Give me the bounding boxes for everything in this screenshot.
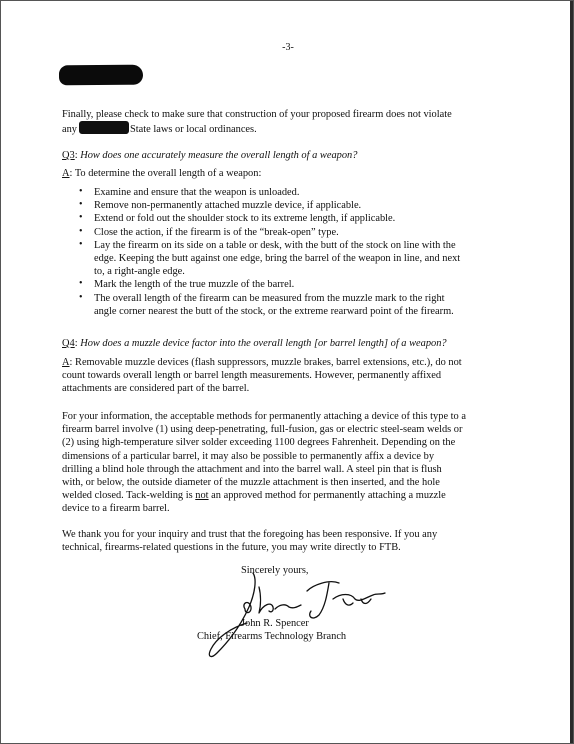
q3-step xyxy=(79,186,460,199)
info-line-7-prefix: welded closed. Tack-welding is xyxy=(62,490,193,502)
q3-step-line: • Remove non-permanently attached muzzle device, if applicable. xyxy=(94,200,362,212)
intro-paragraph xyxy=(62,108,452,136)
intro-line-1: Finally, please check to make sure that construction of your proposed firearm does not violate xyxy=(62,109,452,120)
q3-question-text: How does one accurately measure the overall length of a weapon? xyxy=(80,150,358,161)
q3-step xyxy=(79,226,460,239)
q3-step-line: • Examine and ensure that the weapon is unloaded. xyxy=(94,187,300,198)
signer-title: Chief, Firearms Technology Branch xyxy=(197,631,347,642)
q4-answer-label: A xyxy=(62,357,70,368)
info-line-8: device to a firearm barrel. xyxy=(62,503,170,515)
q3-answer-intro: A: To determine the overall length of a weapon: xyxy=(62,168,262,179)
q3-step xyxy=(79,292,460,318)
page-edge-shadow xyxy=(570,1,573,744)
q3-step-line: • Extend or fold out the shoulder stock to its extreme length, if applicable. xyxy=(94,213,396,225)
redaction-mark-state xyxy=(79,121,129,134)
q3-step xyxy=(79,278,460,291)
q3-step-line: • The overall length of the firearm can be measured from the muzzle mark to the right xyxy=(94,292,445,304)
info-line-7 xyxy=(62,489,466,502)
info-line-4: dimensions of a particular barrel, it may also be possible to permanently affix a device by xyxy=(62,450,435,462)
q3-label: Q3 xyxy=(62,150,75,161)
info-line-5: drilling a blind hole through the attachment and into the barrel wall. A steel pin that is flush xyxy=(62,463,442,475)
q3-step xyxy=(79,239,460,279)
info-line-1: For your information, the acceptable methods for permanently attaching a device of this type to a xyxy=(62,411,466,422)
q4-label: Q4 xyxy=(62,338,75,349)
q3-step-line: edge. Keeping the butt against one edge, bring the barrel of the weapon in line, and next xyxy=(94,253,461,265)
thanks-line-2: technical, firearms-related questions in the future, you may write directly to FTB. xyxy=(62,542,401,554)
handwritten-signature xyxy=(201,569,401,664)
q3-steps-list xyxy=(79,186,460,318)
q3-step xyxy=(79,199,460,212)
q3-step-line: to, a right-angle edge. xyxy=(94,266,185,278)
q3-question: Q3: How does one accurately measure the overall length of a weapon? xyxy=(62,150,358,161)
intro-line-2-suffix: State laws or local ordinances. xyxy=(130,124,257,136)
q4-answer-line-1: A: Removable muzzle devices (flash suppressors, muzzle brakes, barrel extensions, etc.), do not xyxy=(62,357,462,368)
intro-line-2-prefix: any xyxy=(62,124,78,136)
q3-step-line: angle corner nearest the butt of the stock, or the extreme rearward point of the firearm. xyxy=(94,305,454,317)
closing-salutation: Sincerely yours, xyxy=(241,565,309,576)
info-line-7-emphasis: not xyxy=(195,490,209,502)
signer-name: John R. Spencer xyxy=(241,618,309,629)
q3-step xyxy=(79,212,460,225)
q3-step-line: • Close the action, if the firearm is of the “break-open” type. xyxy=(94,226,339,238)
q4-question: Q4: How does a muzzle device factor into the overall length [or barrel length] of a weapon? xyxy=(62,338,447,349)
q4-answer xyxy=(62,356,462,396)
thanks-line-1: We thank you for your inquiry and trust that the foregoing has been responsive. If you any xyxy=(62,529,438,540)
q3-step-line: • Mark the length of the true muzzle of the barrel. xyxy=(94,279,295,291)
info-paragraph xyxy=(62,410,466,516)
q4-question-text: How does a muzzle device factor into the overall length [or barrel length] of a weapon? xyxy=(80,338,447,349)
redaction-mark-addressee xyxy=(59,65,143,86)
page-number: -3- xyxy=(282,42,294,53)
info-line-6: with, or below, the outside diameter of the muzzle attachment is then inserted, and the hole xyxy=(62,477,440,489)
info-line-2: firearm barrel involve (1) using deep-penetrating, full-fusion, gas or electric steel-seam welds or xyxy=(62,424,463,436)
q3-step-line: • Lay the firearm on its side on a table or desk, with the butt of the stock on line with the xyxy=(94,239,456,251)
info-line-3: (2) using high-temperature silver solder exceeding 1100 degrees Fahrenheit. Depending on the xyxy=(62,437,456,449)
q4-answer-line-3: attachments are considered part of the barrel. xyxy=(62,383,250,395)
q4-answer-line-2: count towards overall length or barrel length measurements. However, permanently affixed xyxy=(62,370,442,382)
intro-line-2 xyxy=(62,121,452,136)
thanks-paragraph xyxy=(62,528,437,554)
q3-answer-label: A xyxy=(62,168,70,179)
q4-answer-text-1: Removable muzzle devices (flash suppressors, muzzle brakes, barrel extensions, etc.), do not xyxy=(75,357,462,368)
q3-answer-intro-text: To determine the overall length of a weapon: xyxy=(74,168,262,179)
info-line-7-suffix: an approved method for permanently attaching a muzzle xyxy=(211,490,446,502)
